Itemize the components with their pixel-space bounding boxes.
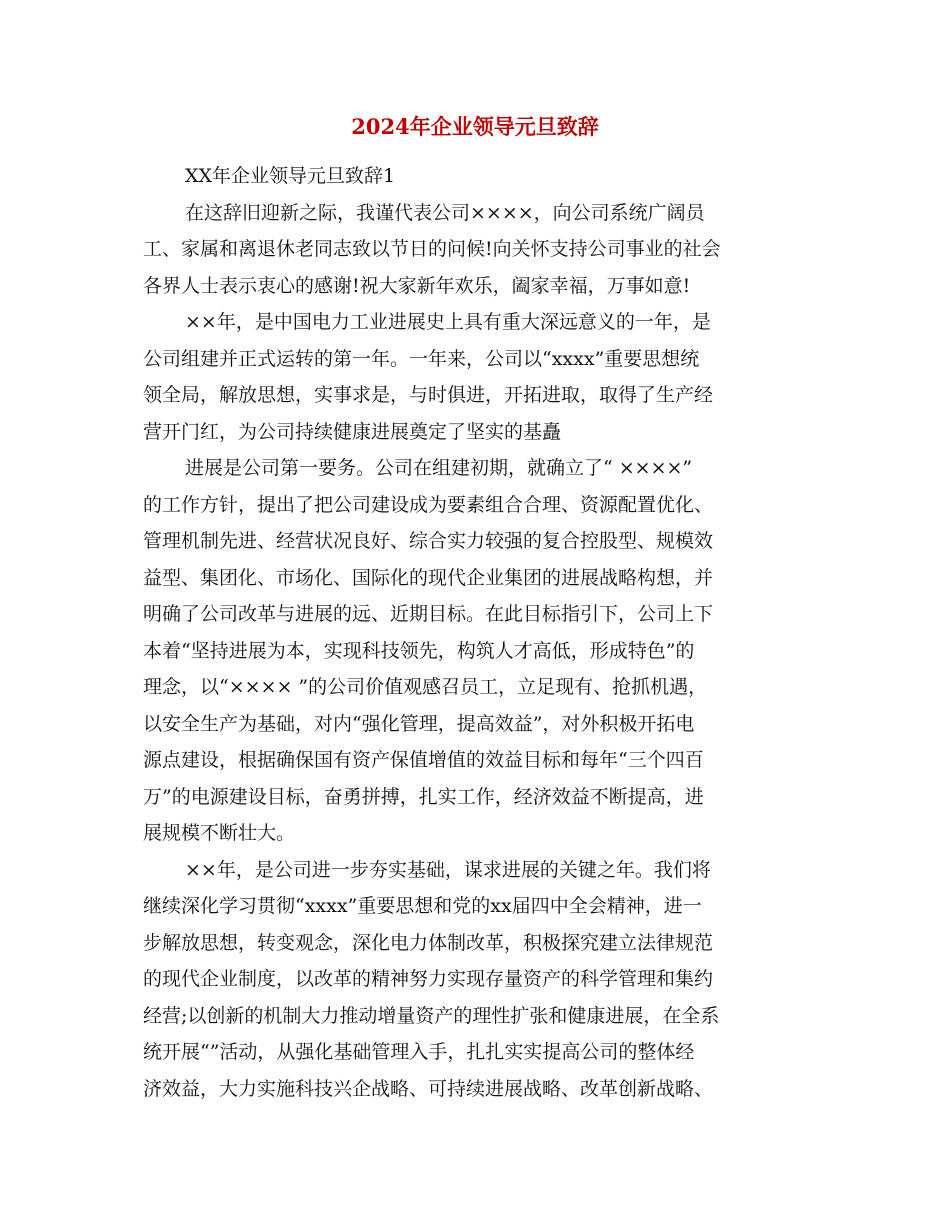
section-heading: XX年企业领导元旦致辞1 [185,165,396,187]
document-title: 2024年企业领导元旦致辞 [351,114,599,139]
paragraph-line: 展规模不断壮大。 [143,822,296,844]
paragraph-line: 济效益，大力实施科技兴企战略、可持续进展战略、改革创新战略、 [143,1077,714,1100]
paragraph-line: 的现代企业制度，以改革的精神努力实现存量资产的科学管理和集约 [143,968,714,990]
paragraph-line: 步解放思想，转变观念，深化电力体制改革，积极探究建立法律规范 [143,931,714,954]
paragraph-line: 工、家属和离退休老同志致以节日的问候!向关怀支持公司事业的社会 [143,238,721,260]
paragraph-line: 继续深化学习贯彻“xxxx”重要思想和党的xx届四中全会精神，进一 [143,895,702,917]
paragraph-line: 公司组建并正式运转的第一年。一年来，公司以“xxxx”重要思想统 [143,347,700,370]
paragraph-line: 统开展“”活动，从强化基础管理入手，扎扎实实提高公司的整体经 [143,1041,695,1063]
document-body [143,158,823,1107]
paragraph-line: 领全局，解放思想，实事求是，与时俱进，开拓进取，取得了生产经 [143,384,714,406]
paragraph-line: 各界人士表示衷心的感谢!祝大家新年欢乐，阖家幸福，万事如意! [143,274,691,297]
paragraph-line: 营开门红，为公司持续健康进展奠定了坚实的基矗 [143,420,562,443]
paragraph-line: 益型、集团化、市场化、国际化的现代企业集团的进展战略构想，并 [143,566,714,589]
paragraph-line: 理念，以“×××× ”的公司价值观感召员工，立足现有、抢抓机遇， [143,676,708,698]
paragraph-line: 经营;以创新的机制大力推动增量资产的理性扩张和健康进展，在全系 [143,1004,720,1027]
paragraph-line: 明确了公司改革与进展的远、近期目标。在此目标指引下，公司上下 [143,603,714,625]
paragraph-line: 进展是公司第一要务。公司在组建初期，就确立了“ ××××” [185,457,693,479]
paragraph-line: ××年，是公司进一步夯实基础，谋求进展的关键之年。我们将 [185,858,711,881]
paragraph-line: 以安全生产为基础，对内“强化管理，提高效益”，对外积极开拓电 [143,712,695,735]
paragraph-line: 管理机制先进、经营状况良好、综合实力较强的复合控股型、规模效 [143,530,714,552]
paragraph-line: 源点建设，根据确保国有资产保值增值的效益目标和每年“三个四百 [143,749,704,771]
paragraph-line: 万”的电源建设目标，奋勇拼搏，扎实工作，经济效益不断提高，进 [143,785,704,808]
paragraph-line: 的工作方针，提出了把公司建设成为要素组合合理、资源配置优化、 [143,493,714,516]
paragraph-line: ××年，是中国电力工业进展史上具有重大深远意义的一年，是 [185,311,711,333]
paragraph-line: 在这辞旧迎新之际，我谨代表公司××××，向公司系统广阔员 [185,201,705,224]
paragraph-line: 本着“坚持进展为本，实现科技领先，构筑人才高低，形成特色”的 [143,639,695,662]
